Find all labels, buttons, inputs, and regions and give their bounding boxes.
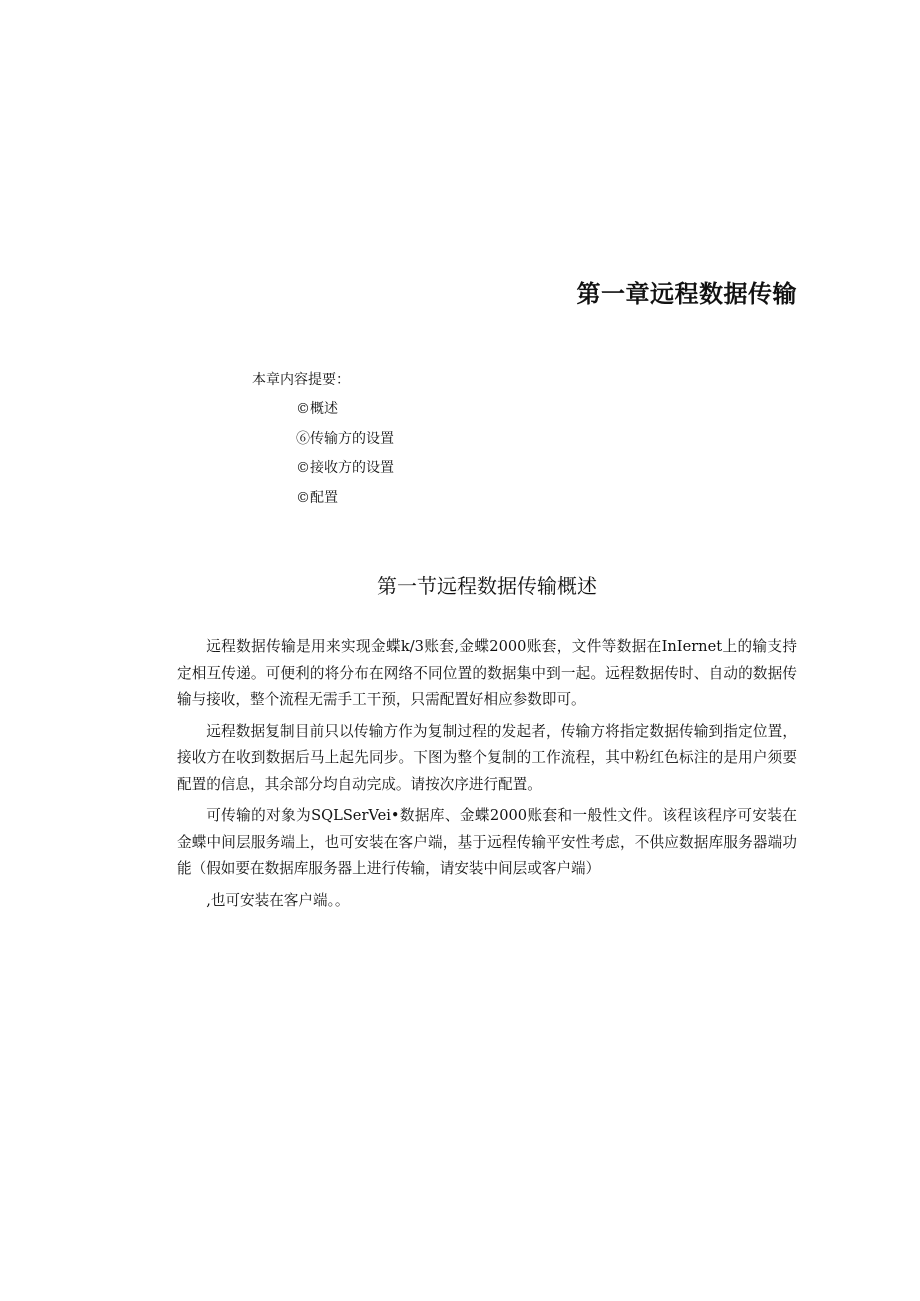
summary-item-sender-setup: ⑥传输方的设置 — [296, 430, 394, 447]
chapter-summary-label: 本章内容提要： — [252, 372, 350, 388]
chapter-title: 第一章远程数据传输 — [576, 280, 797, 308]
summary-item-receiver-setup: ©接收方的设置 — [296, 460, 394, 476]
paragraph-intro: 远程数据传输是用来实现金蝶k/3账套,金蝶2000账套，文件等数据在InIernet上的输支持定相互传递。可便利的将分布在网络不同位置的数据集中到一起。远程数据传时、自动的数据传输与接收，整个流程无需手工干预，只需配置好相应参数即可。 — [177, 638, 797, 708]
paragraph-objects: 可传输的对象为SQLSerVei•数据库、金蝶2000账套和一般性文件。该程该程序可安装在金蝶中间层服务端上，也可安装在客户端，基于远程传输平安性考虑，不供应数据库服务器端功能（假如要在数据库服务器上进行传输，请安装中间层或客户端） — [177, 807, 797, 877]
chapter-summary-list — [296, 398, 394, 516]
summary-item-overview: ©概述 — [296, 401, 338, 417]
paragraph-client: ,也可安装在客户端。。 — [206, 891, 350, 909]
paragraph-workflow: 远程数据复制目前只以传输方作为复制过程的发起者，传输方将指定数据传输到指定位置，接收方在收到数据后马上起先同步。下图为整个复制的工作流程，其中粉红色标注的是用户须要配置的信息，其余部分均自动完成。请按次序进行配置。 — [177, 722, 797, 793]
summary-item-configuration: ©配置 — [296, 489, 338, 506]
section-body — [177, 634, 797, 919]
section-title: 第一节远程数据传输概述 — [377, 574, 597, 598]
